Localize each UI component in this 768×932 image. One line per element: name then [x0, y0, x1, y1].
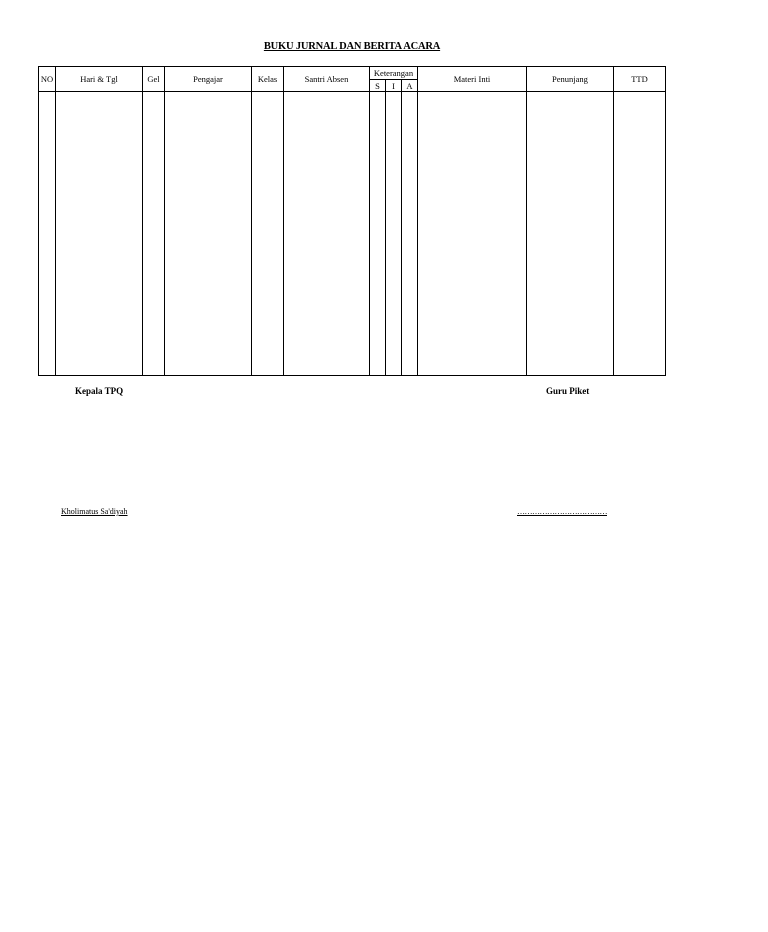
cell-gel: [143, 92, 165, 376]
signature-left-title: Kepala TPQ: [75, 386, 124, 396]
header-santri-absen: Santri Absen: [284, 67, 370, 92]
header-keterangan-i: I: [386, 80, 402, 92]
cell-pengajar: [165, 92, 252, 376]
document-title: BUKU JURNAL DAN BERITA ACARA: [263, 41, 441, 52]
signature-left-name: Kholimatus Sa'diyah: [61, 507, 128, 516]
header-no: NO: [39, 67, 56, 92]
cell-kelas: [252, 92, 284, 376]
cell-keterangan-i: [386, 92, 402, 376]
cell-hari-tgl: [56, 92, 143, 376]
journal-table: [38, 66, 666, 376]
header-pengajar: Pengajar: [165, 67, 252, 92]
header-ttd: TTD: [614, 67, 666, 92]
header-kelas: Kelas: [252, 67, 284, 92]
cell-santri-absen: [284, 92, 370, 376]
header-penunjang: Penunjang: [527, 67, 614, 92]
header-materi-inti: Materi Inti: [418, 67, 527, 92]
table-row: [39, 92, 666, 376]
cell-keterangan-a: [402, 92, 418, 376]
cell-no: [39, 92, 56, 376]
header-hari-tgl: Hari & Tgl: [56, 67, 143, 92]
signature-right-title: Guru Piket: [546, 386, 590, 396]
cell-ttd: [614, 92, 666, 376]
cell-materi-inti: [418, 92, 527, 376]
signature-right-name: ………………………………: [517, 507, 607, 516]
cell-penunjang: [527, 92, 614, 376]
cell-keterangan-s: [370, 92, 386, 376]
header-gel: Gel: [143, 67, 165, 92]
header-keterangan-s: S: [370, 80, 386, 92]
header-keterangan: Keterangan: [370, 67, 418, 80]
header-keterangan-a: A: [402, 80, 418, 92]
